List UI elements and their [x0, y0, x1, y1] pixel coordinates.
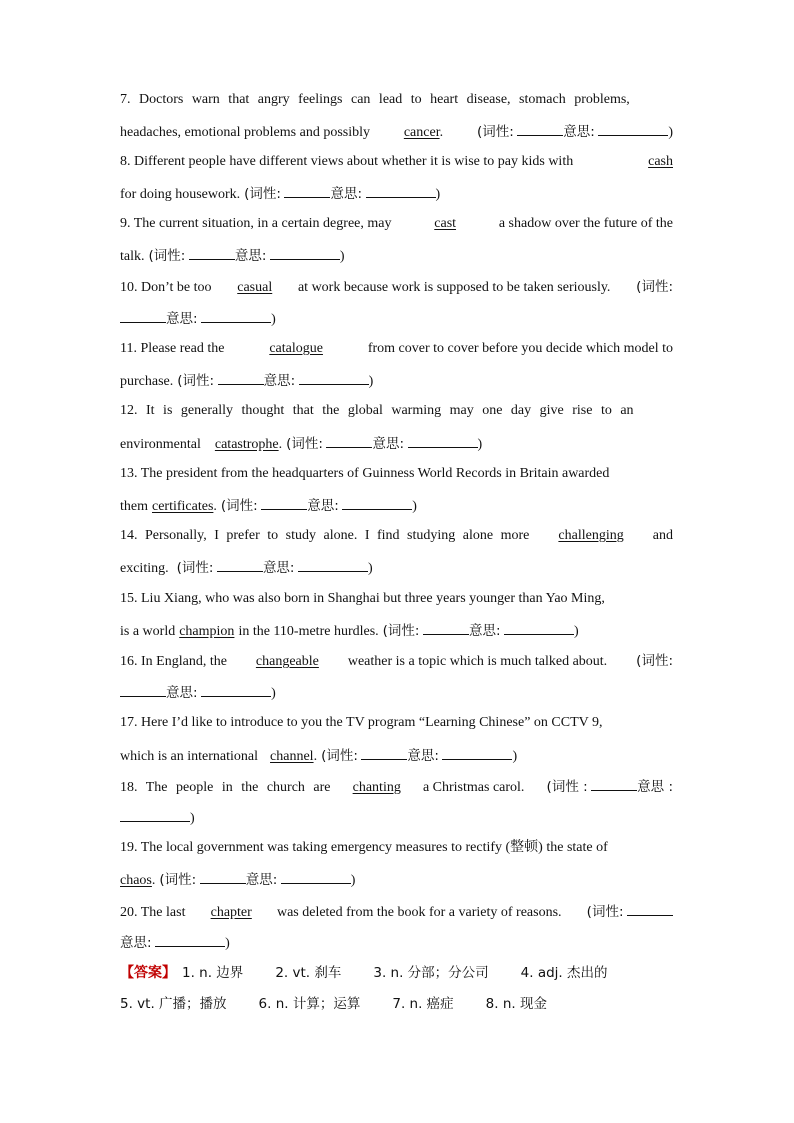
meaning-blank-13[interactable] — [342, 495, 412, 510]
meaning-blank-20[interactable] — [155, 932, 225, 947]
question-15-text: 15. Liu Xiang, who was also born in Shanghai but three years younger than Yao Ming, — [120, 591, 605, 606]
question-14-word: challenging — [558, 528, 624, 543]
question-18-line-2: ) — [120, 807, 673, 829]
question-12-line-2: environmental catastrophe. (词性: 意思: ) — [120, 433, 673, 455]
question-20-word: chapter — [210, 905, 252, 920]
pos-blank-7[interactable] — [517, 121, 563, 136]
pos-blank-16[interactable] — [120, 682, 166, 697]
meaning-blank-8[interactable] — [366, 183, 436, 198]
answer-item: 4. adj. 杰出的 — [520, 965, 608, 981]
question-9-line-1 — [120, 214, 673, 234]
question-15-line-1 — [120, 589, 673, 609]
question-11-line-2: purchase. (词性: 意思: ) — [120, 370, 673, 392]
answer-tag: 【答案】 — [120, 965, 176, 981]
pos-blank-10[interactable] — [120, 308, 166, 323]
meaning-blank-19[interactable] — [281, 869, 351, 884]
question-8-line-2: for doing housework. (词性: 意思: ) — [120, 183, 673, 205]
pos-blank-14[interactable] — [217, 557, 263, 572]
pos-blank-15[interactable] — [423, 620, 469, 635]
question-17-line-1 — [120, 713, 673, 733]
question-12-word: catastrophe — [214, 437, 279, 452]
question-9-text-2: talk. — [120, 249, 145, 264]
question-19-line-2: chaos. (词性: 意思: ) — [120, 869, 673, 891]
question-11-text-2: purchase. — [120, 374, 174, 389]
question-13-line-2: them certificates. (词性: 意思: ) — [120, 495, 673, 517]
question-14-text-post: and — [652, 528, 673, 543]
question-17-word: channel — [270, 749, 314, 764]
question-12-text-2: environmental — [120, 437, 201, 452]
question-16-text-post: weather is a topic which is much talked about. — [347, 654, 608, 669]
question-17-line-2: which is an international channel. (词性: 意思: ) — [120, 745, 673, 767]
question-18-text-post: a Christmas carol. — [422, 780, 525, 795]
meaning-blank-10[interactable] — [201, 308, 271, 323]
pos-blank-11[interactable] — [218, 370, 264, 385]
question-8-text-2: for doing housework. — [120, 187, 241, 202]
question-15-text-post: in the 110-metre hurdles. — [238, 624, 379, 639]
pos-blank-17[interactable] — [361, 745, 407, 760]
question-18-text: 18. The people in the church are — [120, 780, 331, 795]
question-16-text: 16. In England, the — [120, 654, 227, 669]
question-11-text: 11. Please read the — [120, 341, 225, 356]
question-16-line-2: 意思: ) — [120, 682, 673, 704]
question-10-text: 10. Don’t be too — [120, 280, 212, 295]
question-20-text-post: was deleted from the book for a variety of reasons. — [276, 905, 562, 920]
question-12-text: 12. It is generally thought that the global warming may one day give rise to an — [120, 403, 634, 418]
question-15-word: champion — [179, 624, 235, 639]
answer-item: 3. n. 分部；分公司 — [373, 965, 489, 981]
question-11-line-1 — [120, 339, 673, 359]
question-14-text: 14. Personally, I prefer to study alone. I find studying alone more — [120, 528, 530, 543]
meaning-blank-18[interactable] — [120, 807, 190, 822]
meaning-blank-7[interactable] — [598, 121, 668, 136]
question-14-line-2: exciting. (词性: 意思: ) — [120, 557, 673, 579]
question-13-text-2: them — [120, 499, 148, 514]
question-7-word: cancer — [403, 125, 440, 140]
question-7-text-2: headaches, emotional problems and possibly — [120, 125, 370, 140]
question-13-line-1 — [120, 464, 673, 484]
question-20-text: 20. The last — [120, 905, 186, 920]
answer-row-2 — [120, 994, 553, 1014]
answer-item: 7. n. 癌症 — [392, 996, 454, 1012]
question-12-line-1 — [120, 401, 673, 421]
question-15-text-2: is a world — [120, 624, 176, 639]
meaning-blank-11[interactable] — [299, 370, 369, 385]
question-19-text: 19. The local government was taking emergency measures to rectify (整顿) the state of — [120, 840, 608, 855]
meaning-blank-12[interactable] — [408, 433, 478, 448]
pos-blank-19[interactable] — [200, 869, 246, 884]
meaning-blank-15[interactable] — [504, 620, 574, 635]
pos-blank-8[interactable] — [284, 183, 330, 198]
question-14-line-1 — [120, 526, 673, 546]
question-19-line-1 — [120, 838, 673, 858]
question-20-line-1: 20. The last chapter was deleted from the book for a variety of reasons. (词性: — [120, 901, 673, 923]
meaning-blank-14[interactable] — [298, 557, 368, 572]
question-18-word: chanting — [352, 780, 401, 795]
question-7-text: 7. Doctors warn that angry feelings can lead to heart disease, stomach problems, — [120, 92, 630, 107]
answer-item: 6. n. 计算；运算 — [258, 996, 361, 1012]
meaning-blank-16[interactable] — [201, 682, 271, 697]
question-16-line-1: 16. In England, the changeable weather is a topic which is much talked about. (词性: — [120, 651, 673, 672]
meaning-blank-9[interactable] — [270, 245, 340, 260]
question-13-word: certificates — [152, 499, 214, 514]
answer-item: 1. n. 边界 — [182, 965, 244, 981]
question-10-line-1: 10. Don’t be too casual at work because work is supposed to be taken seriously. (词性: — [120, 277, 673, 298]
question-7-line-2: headaches, emotional problems and possibly cancer. (词性: 意思: ) — [120, 121, 673, 143]
pos-blank-18[interactable] — [591, 776, 637, 791]
pos-blank-9[interactable] — [189, 245, 235, 260]
question-11-text-post: from cover to cover before you decide which model to — [367, 341, 673, 356]
question-17-text-2: which is an international — [120, 749, 259, 764]
question-16-word: changeable — [255, 654, 319, 669]
answer-item: 8. n. 现金 — [485, 996, 547, 1012]
pos-blank-13[interactable] — [261, 495, 307, 510]
question-19-word: chaos — [120, 873, 152, 888]
question-10-line-2: 意思: ) — [120, 308, 673, 330]
question-15-line-2: is a world champion in the 110-metre hurdles. (词性: 意思: ) — [120, 620, 673, 642]
answer-row-1 — [120, 963, 614, 983]
question-10-text-post: at work because work is supposed to be taken seriously. — [297, 280, 611, 295]
meaning-blank-17[interactable] — [442, 745, 512, 760]
question-20-line-2: 意思: ) — [120, 932, 673, 954]
question-13-text: 13. The president from the headquarters of Guinness World Records in Britain awarded — [120, 466, 610, 481]
answer-item: 5. vt. 广播；播放 — [120, 996, 227, 1012]
question-7-line-1 — [120, 90, 673, 110]
question-9-word: cast — [434, 216, 457, 231]
question-9-text: 9. The current situation, in a certain degree, may — [120, 216, 392, 231]
question-18-line-1: 18. The people in the church are chanting a Christmas carol. (词性 : 意思 : — [120, 776, 673, 798]
question-14-text-2: exciting. — [120, 561, 169, 576]
question-8-text: 8. Different people have different views about whether it is wise to pay kids with — [120, 154, 574, 169]
question-17-text: 17. Here I’d like to introduce to you the TV program “Learning Chinese” on CCTV 9, — [120, 715, 603, 730]
question-8-line-1 — [120, 152, 673, 172]
question-8-word: cash — [648, 154, 673, 169]
answer-item: 2. vt. 刹车 — [275, 965, 342, 981]
question-9-text-post: a shadow over the future of the — [498, 216, 673, 231]
question-11-word: catalogue — [269, 341, 323, 356]
question-10-word: casual — [237, 280, 273, 295]
pos-blank-20[interactable] — [627, 901, 673, 916]
pos-blank-12[interactable] — [326, 433, 372, 448]
question-9-line-2: talk. (词性: 意思: ) — [120, 245, 673, 267]
